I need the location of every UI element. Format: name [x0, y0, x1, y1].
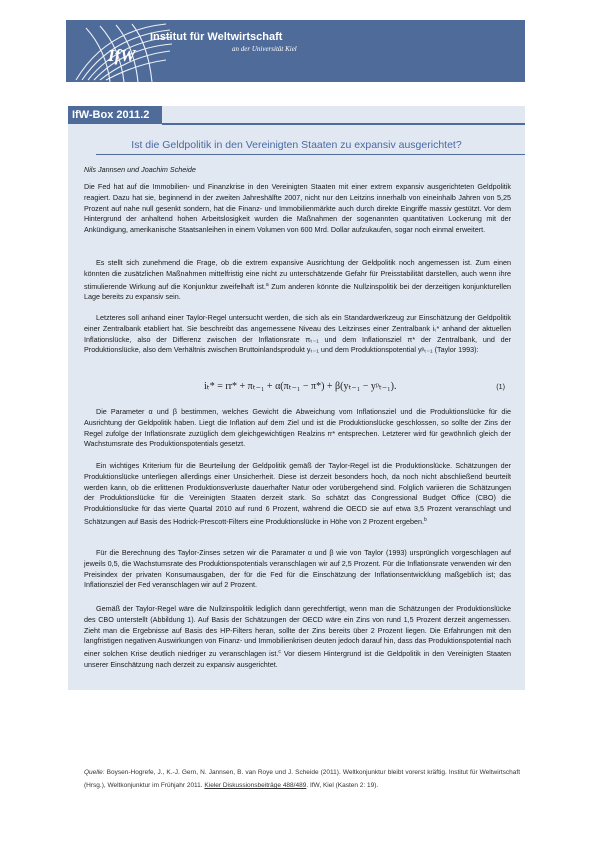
footnote-marker-b: b: [424, 516, 427, 523]
paragraph-5: [84, 461, 511, 528]
taylor-formula: [84, 381, 511, 397]
header-banner: [66, 20, 525, 82]
source-label: Quelle:: [84, 769, 105, 776]
paragraph-7-text-cont: Vor diesem Hintergrund ist die Geldpolitik in den Vereinigten Staaten unserer Einschätzung nach derzeit zu expansiv ausgerichtet.: [84, 649, 511, 669]
source-text-end: . IfW, Kiel (Kasten 2: 19).: [306, 782, 379, 789]
paragraph-1: Die Fed hat auf die Immobilien- und Finanzkrise in den Vereinigten Staaten mit einer extrem expansiv ausgerichteten Geldpolitik reagiert. Dazu hat sie, beginnend in der zweiten Jahreshälfte 2007, nicht nur den Leitzins innerhalb von eineinhalb Jahren von 5,25 Prozent auf nahe null gesenkt sondern, hat die Finanz- und Immobilienmärkte auch durch direkte Eingriffe massiv gestützt. Vor dem Hintergrund der anhaltend hohen Arbeitslosigkeit wurden die Maßnahmen der sogenannten quantitativen Lockerung mit der Ankündigung, amerikanische Staatsanleihen in einem Volumen von 600 Mrd. Dollar aufzukaufen, sogar noch einmal erweitert.: [84, 182, 511, 235]
formula-number: (1): [496, 382, 505, 391]
box-top-rule: [162, 123, 525, 125]
paragraph-3: Letzteres soll anhand einer Taylor-Regel untersucht werden, die sich als ein Standardwerkzeug zur Einschätzung der Geldpolitik einer Zentralbank etabliert hat. Sie beschreibt das angemessene Niveau des Leitzinses einer Zentralbank iₜ* anhand der aktuellen Inflationslücke, also der Differenz zwischen der Inflationsrate πₜ₋₁ und dem Inflationsziel π* der Zentralbank, und der Produktionslücke, also dem Verhältnis zwischen Bruttoinlandsprodukt yₜ₋₁ und dem Produktionspotential yᵖₜ₋₁ (Taylor 1993):: [84, 313, 511, 355]
box-title: Ist die Geldpolitik in den Vereinigten Staaten zu expansiv ausgerichtet?: [131, 139, 462, 151]
paragraph-2-text: Es stellt sich zunehmend die Frage, ob die extrem expansive Ausrichtung der Geldpolitik noch angemessen ist. Zum einen könnten die zusätzlichen Maßnahmen mittelfristig eine nicht zu unterschätzende Gefahr für Preisstabilität darstellen, auch wenn ihre stimulierende Wirkung auf die Konjunktur zweifelhaft ist.: [84, 258, 511, 291]
source-link[interactable]: Kieler Diskussionsbeiträge 488/489: [204, 782, 307, 789]
source-text: Boysen-Hogrefe, J., K.-J. Gern, N. Jannsen, B. van Roye und J. Scheide (2011). Weltkonjunktur bleibt vorerst kräftig. Institut für Weltwirtschaft (Hrsg.), Weltkonjunktur im Frühjahr 2011.: [84, 769, 520, 789]
paragraph-4: Die Parameter α und β bestimmen, welches Gewicht die Abweichung vom Inflationsziel und die Produktionslücke für die Ausrichtung der Geldpolitik haben. Liegt die Inflation auf dem Ziel und ist die Produktionslücke geschlossen, so sollte der Zins der Regel zufolge der Inflationsrate zuzüglich dem gleichgewichtigen Realzins rr* entsprechen. Letzterer wird für gewöhnlich gleich der Wachstumsrate des Produktionspotentials gesetzt.: [84, 407, 511, 449]
box-label: IfW-Box 2011.2: [68, 106, 162, 124]
formula-expression: iₜ* = rr* + πₜ₋₁ + α(πₜ₋₁ − π*) + β(yₜ₋₁ − yᵖₜ₋₁).: [204, 381, 397, 392]
paragraph-5-text: Ein wichtiges Kriterium für die Beurteilung der Geldpolitik gemäß der Taylor-Regel ist die Produktionslücke. Schätzungen der Produktionslücke unterliegen allerdings einer Unsicherheit. Diese ist derzeit besonders hoch, da noch nicht abschließend beurteilt werden kann, ob die erlittenen Produktionsverluste dauerhafter Natur oder vorübergehend sind. Folglich variieren die Schätzungen der Produktionslücke für die Vereinigten Staaten derzeit stark. So schätzt das Congressional Budget Office (CBO) die Produktionslücke für das vierte Quartal 2010 auf rund 6 Prozent, während die OECD sie auf etwa 3,5 Prozent veranschlagt und Schätzungen auf Basis des Hodrick-Prescott-Filters eine Produktionslücke in Höhe von 2 Prozent ergeben.: [84, 461, 511, 526]
paragraph-7-text: Gemäß der Taylor-Regel wäre die Nullzinspolitik lediglich dann gerechtfertigt, wenn man die Schätzungen der Produktionslücke des CBO unterstellt (Abbildung 1). Auf Basis der Schätzungen der OECD wäre ein Zins von rund 1,5 Prozent derzeit angemessen. Zieht man die Ergebnisse auf Basis des HP-Filters heran, sollte der Zins bereits über 2 Prozent liegen. Die Erfahrungen mit den langfristigen negativen Auswirkungen von Finanz- und Immobilienkrisen deuten jedoch darauf hin, dass das Produktionspotential nach einer solchen Krise deutlich niedriger zu veranschlagen ist.: [84, 604, 511, 659]
authors: Nils Jannsen und Joachim Scheide: [84, 165, 196, 174]
source-citation: [84, 766, 520, 792]
title-rule: [96, 154, 525, 155]
ifw-logo-text: IfW: [108, 46, 136, 65]
paragraph-7: [84, 604, 511, 671]
institute-name: Institut für Weltwirtschaft: [150, 31, 283, 43]
institute-subtitle: an der Universität Kiel: [232, 45, 297, 53]
paragraph-2-text-cont: Zum anderen könnte die Nullzinspolitik bei der derzeitigen konjunkturellen Lage bereits zu expansiv sein.: [84, 281, 511, 302]
paragraph-6: Für die Berechnung des Taylor-Zinses setzen wir die Paramater α und β wie von Taylor (1993) ursprünglich vorgeschlagen auf jeweils 0,5, die Wachstumsrate des Produktionspotentials veranschlagen wir auf 2,5 Prozent. Für die Inflationsrate verwenden wir den Preisindex der privaten Konsumausgaben, der für die Fed für die Einschätzung der Inflationsentwicklung maßgeblich ist; das Inflationsziel der Fed veranschlagen wir auf 2 Prozent.: [84, 548, 511, 590]
paragraph-2: [84, 258, 511, 303]
footnote-marker-a: a: [265, 281, 269, 288]
footnote-marker-c: c: [278, 649, 281, 656]
